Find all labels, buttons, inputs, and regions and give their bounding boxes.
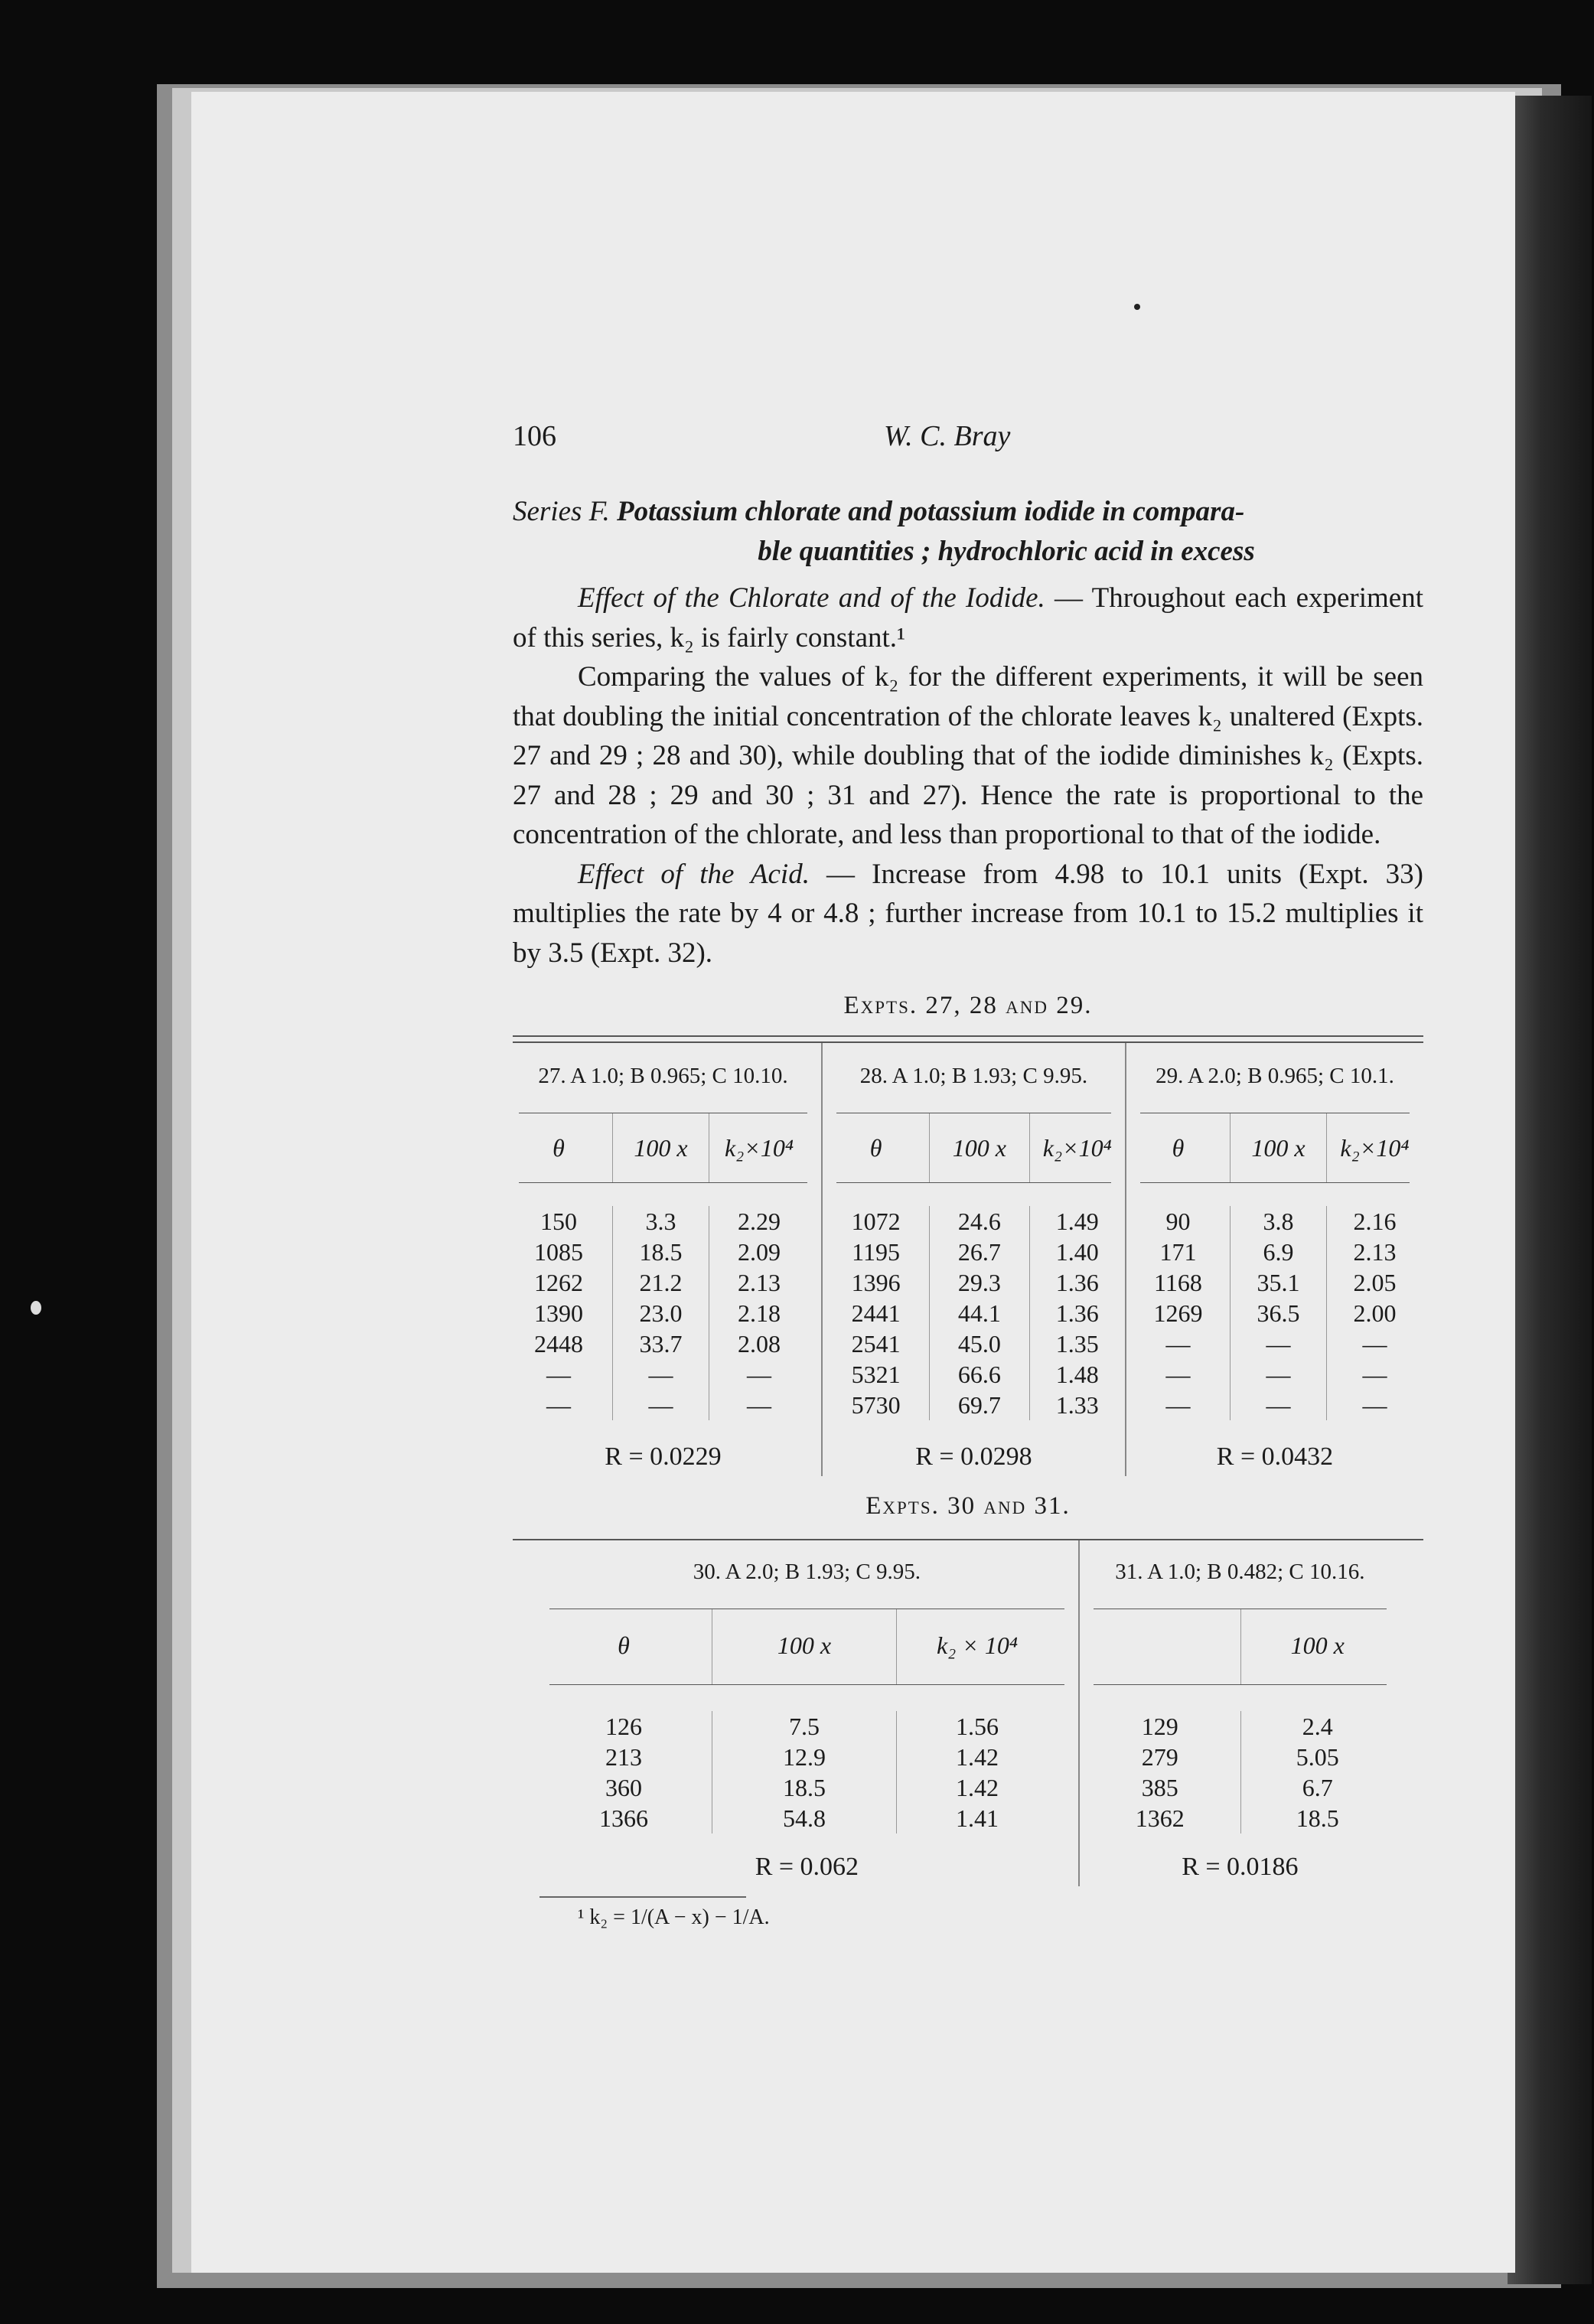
table-cell: 44.1 (957, 1299, 1001, 1327)
table-cell: 5321 (851, 1360, 901, 1388)
paragraph-acid (513, 855, 1423, 973)
table-group-title: 30. A 2.0; B 1.93; C 9.95. (693, 1559, 921, 1584)
table-cell: — (1165, 1360, 1191, 1388)
table-cell: 35.1 (1257, 1268, 1300, 1296)
column-header: k₂×10⁴ (1340, 1134, 1410, 1162)
table-cell: — (1362, 1329, 1387, 1358)
table-cell: 2.08 (738, 1329, 781, 1358)
series-heading (513, 492, 1423, 532)
series-label: Series F. (513, 496, 610, 527)
table-cell: 1.40 (1055, 1237, 1099, 1266)
table-body (823, 1183, 1125, 1420)
table-body (1080, 1685, 1400, 1833)
table-cell: 3.3 (645, 1207, 676, 1235)
table-column (1126, 1206, 1231, 1420)
table-cell: 24.6 (957, 1207, 1001, 1235)
table-cell: — (1165, 1329, 1191, 1358)
table-cell: 12.9 (783, 1742, 826, 1771)
speck-mark (31, 1301, 41, 1315)
series-title-line2: ble quantities ; hydrochloric acid in excess (758, 535, 1255, 567)
table-cell: 18.5 (1296, 1804, 1339, 1832)
column-header: 100 x (930, 1113, 1029, 1182)
table-cell: 1.56 (956, 1712, 999, 1740)
table-cell: 1.33 (1055, 1390, 1099, 1419)
table-cell: 279 (1141, 1742, 1178, 1771)
table-group (505, 1043, 823, 1477)
table-cell: 2448 (534, 1329, 583, 1358)
table-cell: 90 (1165, 1207, 1191, 1235)
table-cell: 2441 (851, 1299, 901, 1327)
table-column (1231, 1206, 1327, 1420)
table-body (1126, 1183, 1423, 1420)
table-cell: 1.36 (1055, 1268, 1099, 1296)
paragraph-head: Effect of the Acid. (578, 858, 810, 890)
column-header (1080, 1609, 1241, 1684)
table1 (505, 1043, 1423, 1477)
table-cell: 2.09 (738, 1237, 781, 1266)
column-header: θ (505, 1113, 613, 1182)
table-cell: 23.0 (639, 1299, 683, 1327)
r-value: R = 0.0186 (1182, 1852, 1299, 1881)
table-cell: 1.48 (1055, 1360, 1099, 1388)
column-header: θ (536, 1609, 712, 1684)
table-cell: — (747, 1390, 771, 1419)
column-header-row (1080, 1609, 1400, 1684)
table-cell: 2.18 (738, 1299, 781, 1327)
table-cell: 2.00 (1353, 1299, 1397, 1327)
table1-caption: Expts. 27, 28 and 29. (843, 992, 1093, 1019)
rule (513, 1035, 1423, 1037)
table-cell: 1.49 (1055, 1207, 1099, 1235)
table-column (1080, 1711, 1241, 1833)
book-edge (1508, 96, 1592, 2284)
table-cell: 2.29 (738, 1207, 781, 1235)
page-content (513, 417, 1423, 1886)
table-cell: 1366 (599, 1804, 648, 1832)
column-header: 100 x (1231, 1113, 1327, 1182)
table-cell: 126 (605, 1712, 642, 1740)
table-cell: 5.05 (1296, 1742, 1339, 1771)
table-column (1030, 1206, 1125, 1420)
table-column (930, 1206, 1029, 1420)
table-cell: 21.2 (639, 1268, 683, 1296)
table-cell: 2.4 (1302, 1712, 1333, 1740)
table-group (1126, 1043, 1423, 1477)
table-cell: 129 (1141, 1712, 1178, 1740)
table-cell: 18.5 (783, 1773, 826, 1801)
table-column (709, 1206, 809, 1420)
series-title-line1: Potassium chlorate and potassium iodide in compara- (617, 496, 1245, 527)
table-cell: 1072 (851, 1207, 901, 1235)
column-header: k₂ × 10⁴ (936, 1631, 1019, 1659)
table-cell: — (1362, 1360, 1387, 1388)
table-cell: 1168 (1154, 1268, 1202, 1296)
table-cell: 1269 (1153, 1299, 1203, 1327)
table-cell: 69.7 (957, 1390, 1001, 1419)
column-header-row (1126, 1113, 1423, 1182)
table-cell: 213 (605, 1742, 642, 1771)
table-body (505, 1183, 821, 1420)
table-cell: 2.05 (1353, 1268, 1397, 1296)
r-value: R = 0.0298 (915, 1442, 1032, 1471)
table-cell: 2.13 (738, 1268, 781, 1296)
page-number: 106 (513, 420, 556, 452)
table-cell: 1.42 (956, 1773, 999, 1801)
table-column (823, 1206, 930, 1420)
table-cell: 150 (540, 1207, 577, 1235)
speck-mark (1134, 304, 1140, 310)
paragraph-comparing: Comparing the values of k₂ for the different experiments, it will be seen that doubling the initial concentration of the chlorate leaves k₂ unaltered (Expts. 27 and 29 ; 28 and 30), while doubling that of the iodide diminishes k₂ (Expts. 27 and 28 ; 29 and 30 ; 31 and 27). Hence the rate is proportional to the concentration of the chlorate, and less than proportional to that of the iodide. (513, 661, 1423, 850)
table-cell: 360 (605, 1773, 642, 1801)
table2 (536, 1540, 1400, 1887)
running-head: W. C. Bray (884, 420, 1011, 452)
table-cell: — (1266, 1360, 1291, 1388)
table-cell: 1.41 (956, 1804, 999, 1832)
table-cell: — (1266, 1329, 1291, 1358)
table-cell: 36.5 (1257, 1299, 1300, 1327)
table-group (1080, 1540, 1400, 1887)
table-group-title: 31. A 1.0; B 0.482; C 10.16. (1115, 1559, 1365, 1584)
table-cell: — (546, 1390, 571, 1419)
column-header: θ (823, 1113, 930, 1182)
table-cell: 1262 (534, 1268, 583, 1296)
column-header: k₂×10⁴ (1042, 1134, 1112, 1162)
table-cell: — (648, 1360, 673, 1388)
paragraph-chlorate-iodide (513, 579, 1423, 657)
paragraph-head: Effect of the Chlorate and of the Iodide. (578, 582, 1045, 614)
table-cell: 6.9 (1263, 1237, 1294, 1266)
paragraph-body: — Throughout each experiment of this series, k₂ is fairly constant.¹ (513, 582, 1423, 654)
table-cell: 385 (1141, 1773, 1178, 1801)
table-column (613, 1206, 709, 1420)
table-column (712, 1711, 897, 1833)
table-group-title: 29. A 2.0; B 0.965; C 10.1. (1156, 1063, 1394, 1088)
table-cell: 45.0 (957, 1329, 1001, 1358)
table-cell: 26.7 (957, 1237, 1001, 1266)
column-header: 100 x (613, 1113, 709, 1182)
table-cell: 1.36 (1055, 1299, 1099, 1327)
table-group-title: 28. A 1.0; B 1.93; C 9.95. (859, 1063, 1088, 1088)
column-header-row (505, 1113, 821, 1182)
column-header: θ (1126, 1113, 1231, 1182)
table-cell: 171 (1159, 1237, 1197, 1266)
table-cell: 33.7 (639, 1329, 683, 1358)
table-cell: 29.3 (957, 1268, 1001, 1296)
table-cell: 2541 (851, 1329, 901, 1358)
table2-caption: Expts. 30 and 31. (865, 1492, 1071, 1520)
table-cell: 54.8 (783, 1804, 826, 1832)
table-cell: 7.5 (789, 1712, 820, 1740)
column-header: 100 x (712, 1609, 897, 1684)
table-cell: 1.35 (1055, 1329, 1099, 1358)
table-cell: 1362 (1135, 1804, 1185, 1832)
table-cell: 3.8 (1263, 1207, 1294, 1235)
table-cell: — (747, 1360, 771, 1388)
table-group (536, 1540, 1080, 1887)
r-value: R = 0.0432 (1216, 1442, 1334, 1471)
r-value: R = 0.062 (755, 1852, 859, 1881)
table-column (505, 1206, 613, 1420)
r-value: R = 0.0229 (605, 1442, 722, 1471)
table-column (1327, 1206, 1423, 1420)
table-column (536, 1711, 712, 1833)
table-cell: 1390 (534, 1299, 583, 1327)
table-cell: 1.42 (956, 1742, 999, 1771)
table-group-title: 27. A 1.0; B 0.965; C 10.10. (538, 1063, 788, 1088)
table-cell: 2.13 (1353, 1237, 1397, 1266)
column-header-row (536, 1609, 1078, 1684)
table-group (823, 1043, 1126, 1477)
table-body (536, 1685, 1078, 1833)
footnote-rule (539, 1896, 746, 1898)
table-cell: 18.5 (639, 1237, 683, 1266)
table-cell: — (1165, 1390, 1191, 1419)
column-header-row (823, 1113, 1125, 1182)
page-header (513, 417, 1423, 463)
table-cell: 2.16 (1353, 1207, 1397, 1235)
table-cell: 6.7 (1302, 1773, 1333, 1801)
column-header: 100 x (1290, 1631, 1345, 1659)
column-header: k₂×10⁴ (724, 1134, 794, 1162)
footnote: ¹ k₂ = 1/(A − x) − 1/A. (578, 1905, 770, 1929)
table-cell: 66.6 (957, 1360, 1001, 1388)
table-cell: 1085 (534, 1237, 583, 1266)
table-cell: — (546, 1360, 571, 1388)
table-cell: 1396 (851, 1268, 901, 1296)
table-column (897, 1711, 1058, 1833)
table-cell: — (648, 1390, 673, 1419)
table-cell: — (1266, 1390, 1291, 1419)
table-cell: 5730 (851, 1390, 901, 1419)
table-column (1241, 1711, 1394, 1833)
paragraph-body: — Increase from 4.98 to 10.1 units (Expt. 33) multiplies the rate by 4 or 4.8 ; further increase from 10.1 to 15.2 multiplies it by 3.5 (Expt. 32). (513, 858, 1423, 969)
table-cell: 1195 (852, 1237, 900, 1266)
table-cell: — (1362, 1390, 1387, 1419)
